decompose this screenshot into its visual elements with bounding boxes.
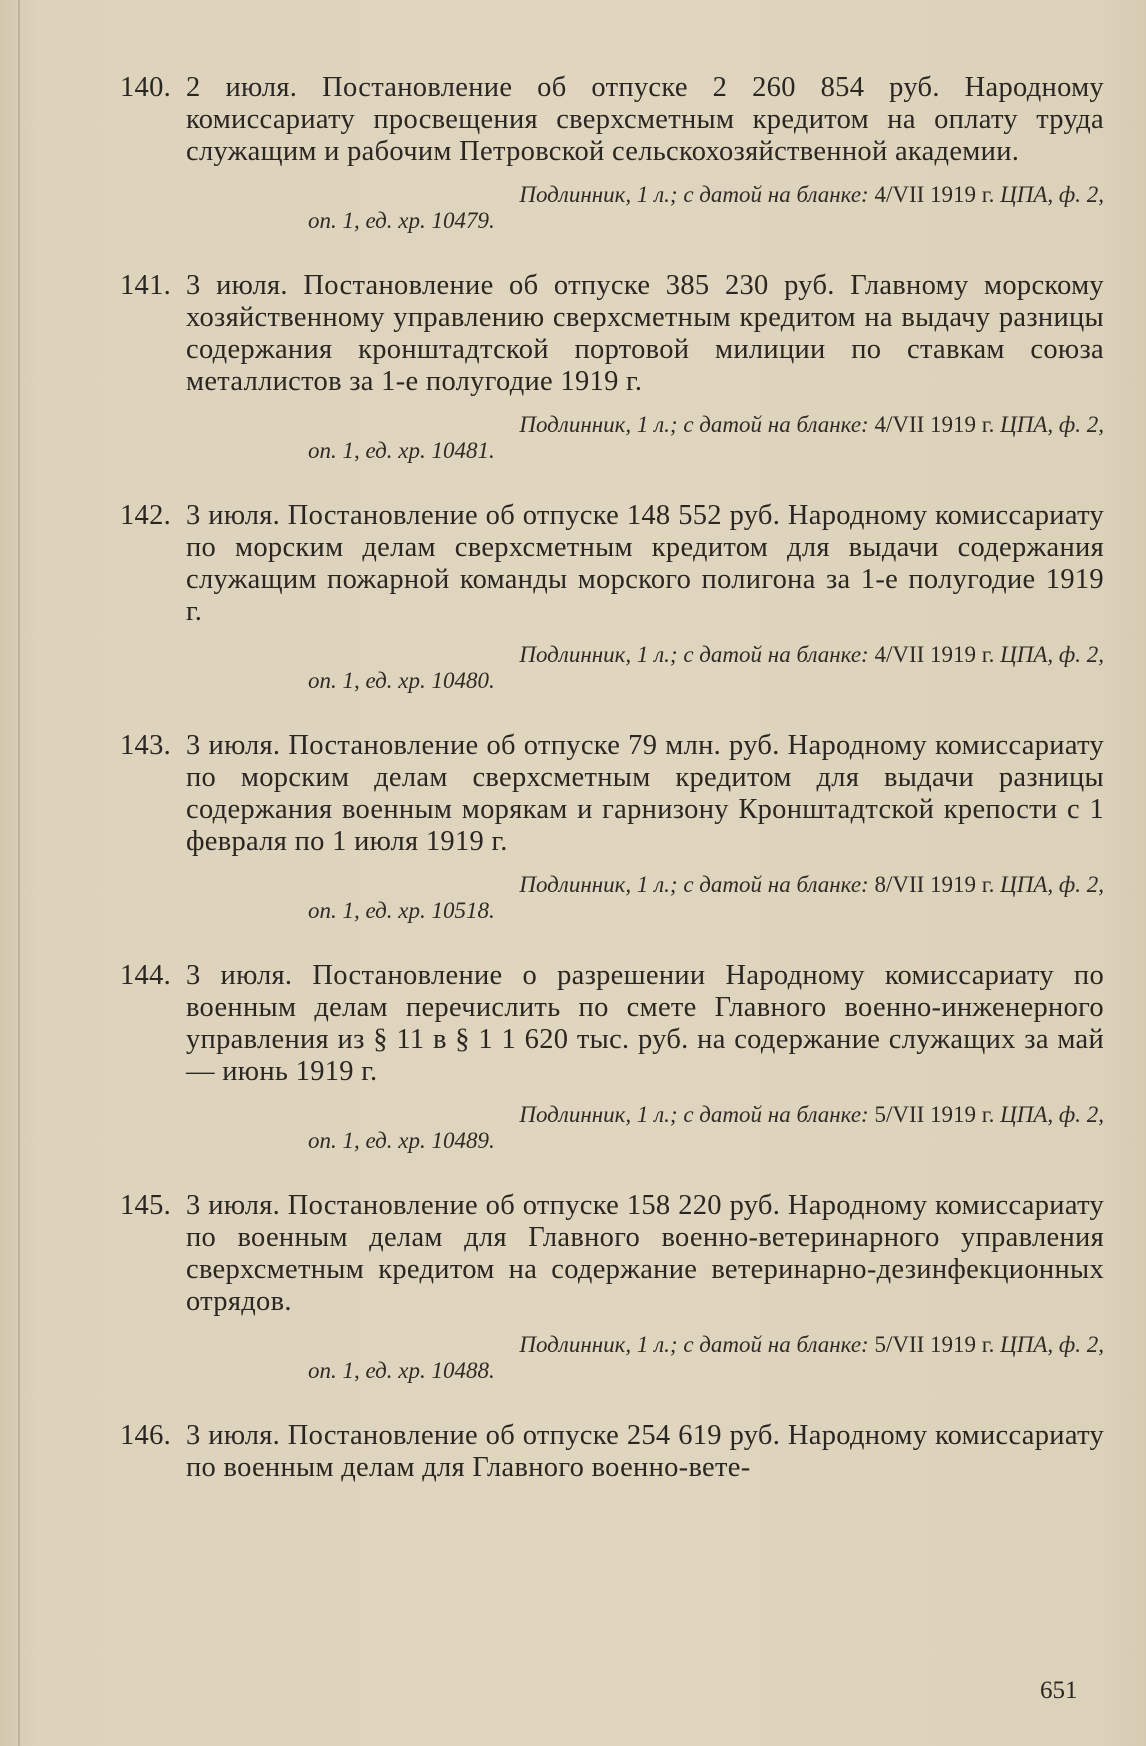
source-ref: оп. 1, ед. хр. 10489. [308,1128,495,1153]
entry-text: 3 июля. Постановление об отпуске 254 619 руб. Народному комиссариату по военным делам для Главного военно-вете- [186,1420,1104,1483]
source-prefix: Подлинник, 1 л.; с датой на бланке: [519,642,869,667]
entry-main [120,1420,1110,1484]
entry-source [288,872,1110,924]
source-ref: оп. 1, ед. хр. 10481. [308,438,495,463]
entry-144 [120,960,1110,1154]
source-date: 8/VII 1919 г. [874,872,995,897]
entry-number: 146. [120,1420,172,1451]
source-ref: оп. 1, ед. хр. 10518. [308,898,495,923]
entry-source [288,642,1110,694]
source-date: 5/VII 1919 г. [874,1102,995,1127]
page-binding-edge [18,0,20,1746]
entry-142 [120,500,1110,694]
entry-number: 144. [120,960,172,991]
entry-list [120,72,1110,1520]
entry-main [120,500,1110,628]
entry-number: 142. [120,500,172,531]
source-date: 4/VII 1919 г. [874,412,995,437]
entry-number: 143. [120,730,172,761]
source-archive: ЦПА, ф. 2, [1000,1102,1104,1127]
entry-source [288,1332,1110,1384]
entry-main [120,270,1110,398]
entry-source [288,182,1110,234]
page-number: 651 [1040,1677,1078,1704]
entry-text: 3 июля. Постановление об отпуске 158 220 руб. Народному комиссариату по военным делам для Главного военно-ветеринарного управления сверхсметным кредитом на содержание ветеринарно-дезинфекционных отрядов. [186,1190,1104,1317]
source-ref: оп. 1, ед. хр. 10479. [308,208,495,233]
source-prefix: Подлинник, 1 л.; с датой на бланке: [519,182,869,207]
entry-source [288,412,1110,464]
entry-143 [120,730,1110,924]
source-prefix: Подлинник, 1 л.; с датой на бланке: [519,412,869,437]
source-date: 4/VII 1919 г. [874,642,995,667]
source-archive: ЦПА, ф. 2, [1000,642,1104,667]
entry-main [120,730,1110,858]
source-date: 5/VII 1919 г. [874,1332,995,1357]
entry-number: 140. [120,72,172,103]
entry-text: 3 июля. Постановление об отпуске 79 млн. руб. Народному комиссариату по морским делам сверхсметным кредитом для выдачи разницы содержания военным морякам и гарнизону Кронштадтской крепости с 1 февраля по 1 июля 1919 г. [186,730,1104,857]
entry-text: 3 июля. Постановление об отпуске 385 230 руб. Главному морскому хозяйственному управлению сверхсметным кредитом на выдачу разницы содержания кронштадтской портовой милиции по ставкам союза металлистов за 1-е полугодие 1919 г. [186,270,1104,397]
entry-number: 141. [120,270,172,301]
source-archive: ЦПА, ф. 2, [1000,1332,1104,1357]
entry-146 [120,1420,1110,1484]
entry-main [120,72,1110,168]
entry-main [120,960,1110,1088]
source-archive: ЦПА, ф. 2, [1000,182,1104,207]
source-prefix: Подлинник, 1 л.; с датой на бланке: [519,1102,869,1127]
entry-text: 3 июля. Постановление о разрешении Народному комиссариату по военным делам перечислить по смете Главного военно-инженерного управления из § 11 в § 1 1 620 тыс. руб. на содержание служащих за май — июнь 1919 г. [186,960,1104,1087]
entry-main [120,1190,1110,1318]
entry-145 [120,1190,1110,1384]
entry-text: 2 июля. Постановление об отпуске 2 260 854 руб. Народному комиссариату просвещения сверхсметным кредитом на оплату труда служащим и рабочим Петровской сельскохозяйственной академии. [186,72,1104,167]
entry-number: 145. [120,1190,172,1221]
source-date: 4/VII 1919 г. [874,182,995,207]
source-ref: оп. 1, ед. хр. 10488. [308,1358,495,1383]
entry-140 [120,72,1110,234]
entry-141 [120,270,1110,464]
source-archive: ЦПА, ф. 2, [1000,412,1104,437]
entry-source [288,1102,1110,1154]
entry-text: 3 июля. Постановление об отпуске 148 552 руб. Народному комиссариату по морским делам сверхсметным кредитом для выдачи содержания служащим пожарной команды морского полигона за 1-е полугодие 1919 г. [186,500,1104,627]
source-prefix: Подлинник, 1 л.; с датой на бланке: [519,1332,869,1357]
source-ref: оп. 1, ед. хр. 10480. [308,668,495,693]
source-prefix: Подлинник, 1 л.; с датой на бланке: [519,872,869,897]
source-archive: ЦПА, ф. 2, [1000,872,1104,897]
